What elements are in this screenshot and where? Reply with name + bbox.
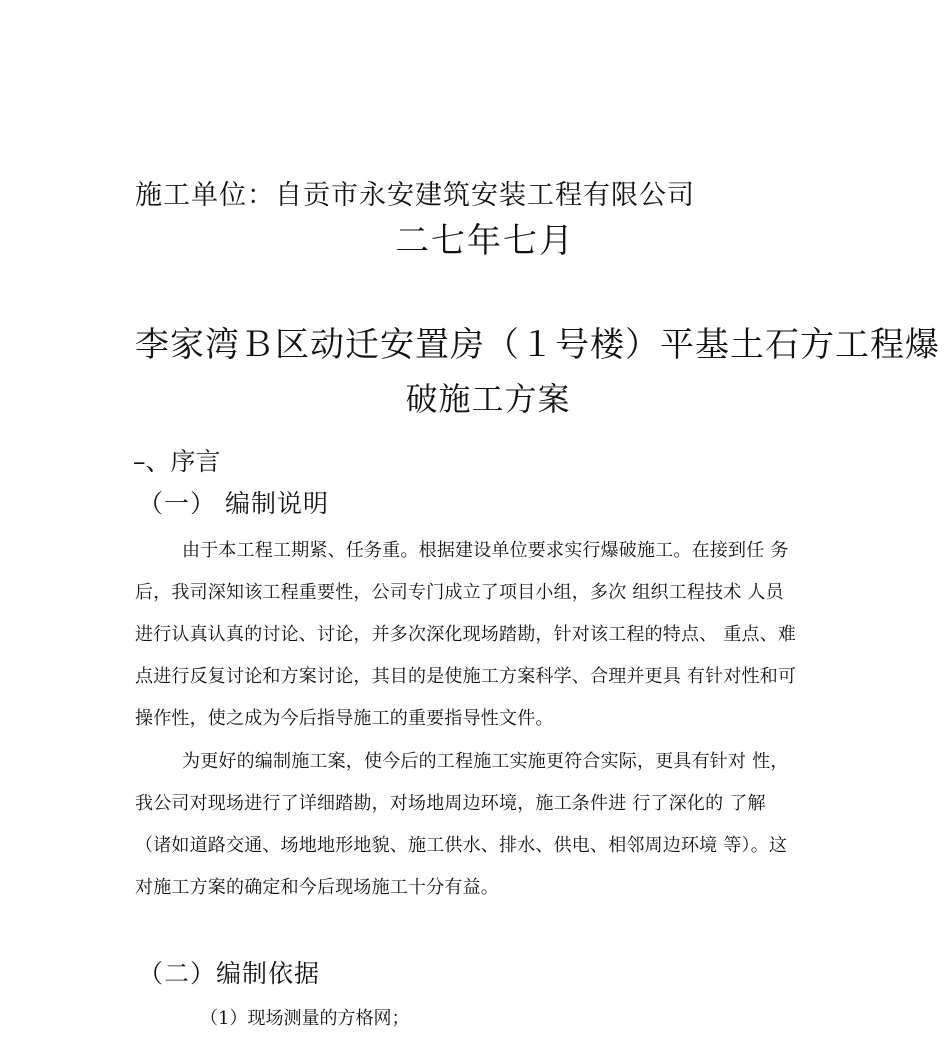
document-date: 二七年七月 [395,221,575,261]
paragraph-2-line: （诸如道路交通、场地地形地貌、施工供水、排水、供电、相邻周边环境 等）。这 [135,835,788,856]
section-heading-preface: –、序言 [133,447,221,476]
paragraph-1-line: 由于本工程工期紧、任务重。根据建设单位要求实行爆破施工。在接到任 务 [182,540,789,561]
document-title-line-2: 破施工方案 [405,380,571,418]
paragraph-1-line: 点进行反复讨论和方案讨论，其目的是使施工方案科学、合理并更具 有针对性和可 [135,666,797,687]
document-title-line-1: 李家湾Ｂ区动迁安置房（１号楼）平基土石方工程爆 [135,325,940,365]
paragraph-2-line: 对施工方案的确定和今后现场施工十分有益。 [135,877,499,898]
paragraph-1-line: 操作性，使之成为今后指导施工的重要指导性文件。 [135,708,554,729]
basis-list-item: （1）现场测量的方格网； [200,1008,410,1029]
paragraph-2-line: 我公司对现场进行了详细踏勘，对场地周边环境，施工条件进 行了深化的 了解 [135,793,766,814]
subsection-heading-compilation-basis: （二）编制依据 [138,959,321,988]
paragraph-1-line: 后，我司深知该工程重要性，公司专门成立了项目小组，多次 组织工程技术 人员 [135,582,784,603]
paragraph-1-line: 进行认真认真的讨论、讨论，并多次深化现场踏勘，针对该工程的特点、 重点、难 [135,624,797,645]
construction-unit: 施工单位：自贡市永安建筑安装工程有限公司 [135,180,695,211]
paragraph-2-line: 为更好的编制施工案，使今后的工程施工实施更符合实际，更具有针对 性， [182,751,789,772]
subsection-heading-compilation-notes: （一） 编制说明 [138,489,329,518]
